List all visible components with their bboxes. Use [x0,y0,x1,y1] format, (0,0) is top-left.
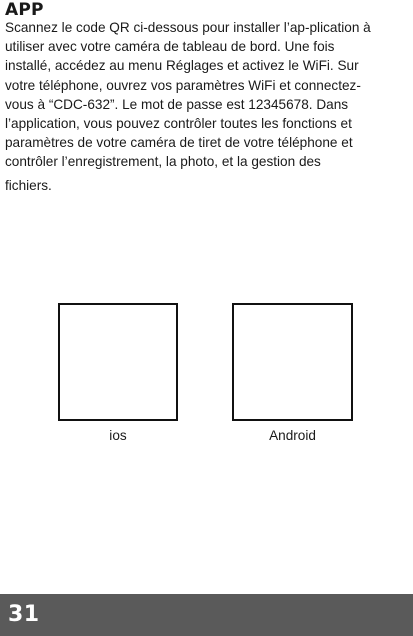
page-number: 31 [8,602,40,627]
ios-label: ios [109,428,127,443]
ios-qr-code-placeholder [58,303,178,421]
section-heading: APP [5,0,44,20]
instructions-paragraph [5,18,377,195]
android-label: Android [269,428,316,443]
page-footer [0,594,413,636]
instructions-text-end: fichiers. [5,177,52,193]
instructions-text: Scannez le code QR ci-dessous pour installer l’ap-plication à utiliser avec votre caméra de tableau de bord. Une fois installé, accédez au menu Réglages et activez le WiFi. Sur votre téléphone, ouvrez vos paramètres WiFi et connectez-vous à “CDC-632”. Le mot de passe est 12345678. Dans l’application, vous pouvez contrôler toutes les fonctions et paramètres de votre caméra de tiret de votre téléphone et contrôler l’enregistrement, la photo, et la gestion des [5,20,371,170]
android-qr-code-placeholder [232,303,353,421]
